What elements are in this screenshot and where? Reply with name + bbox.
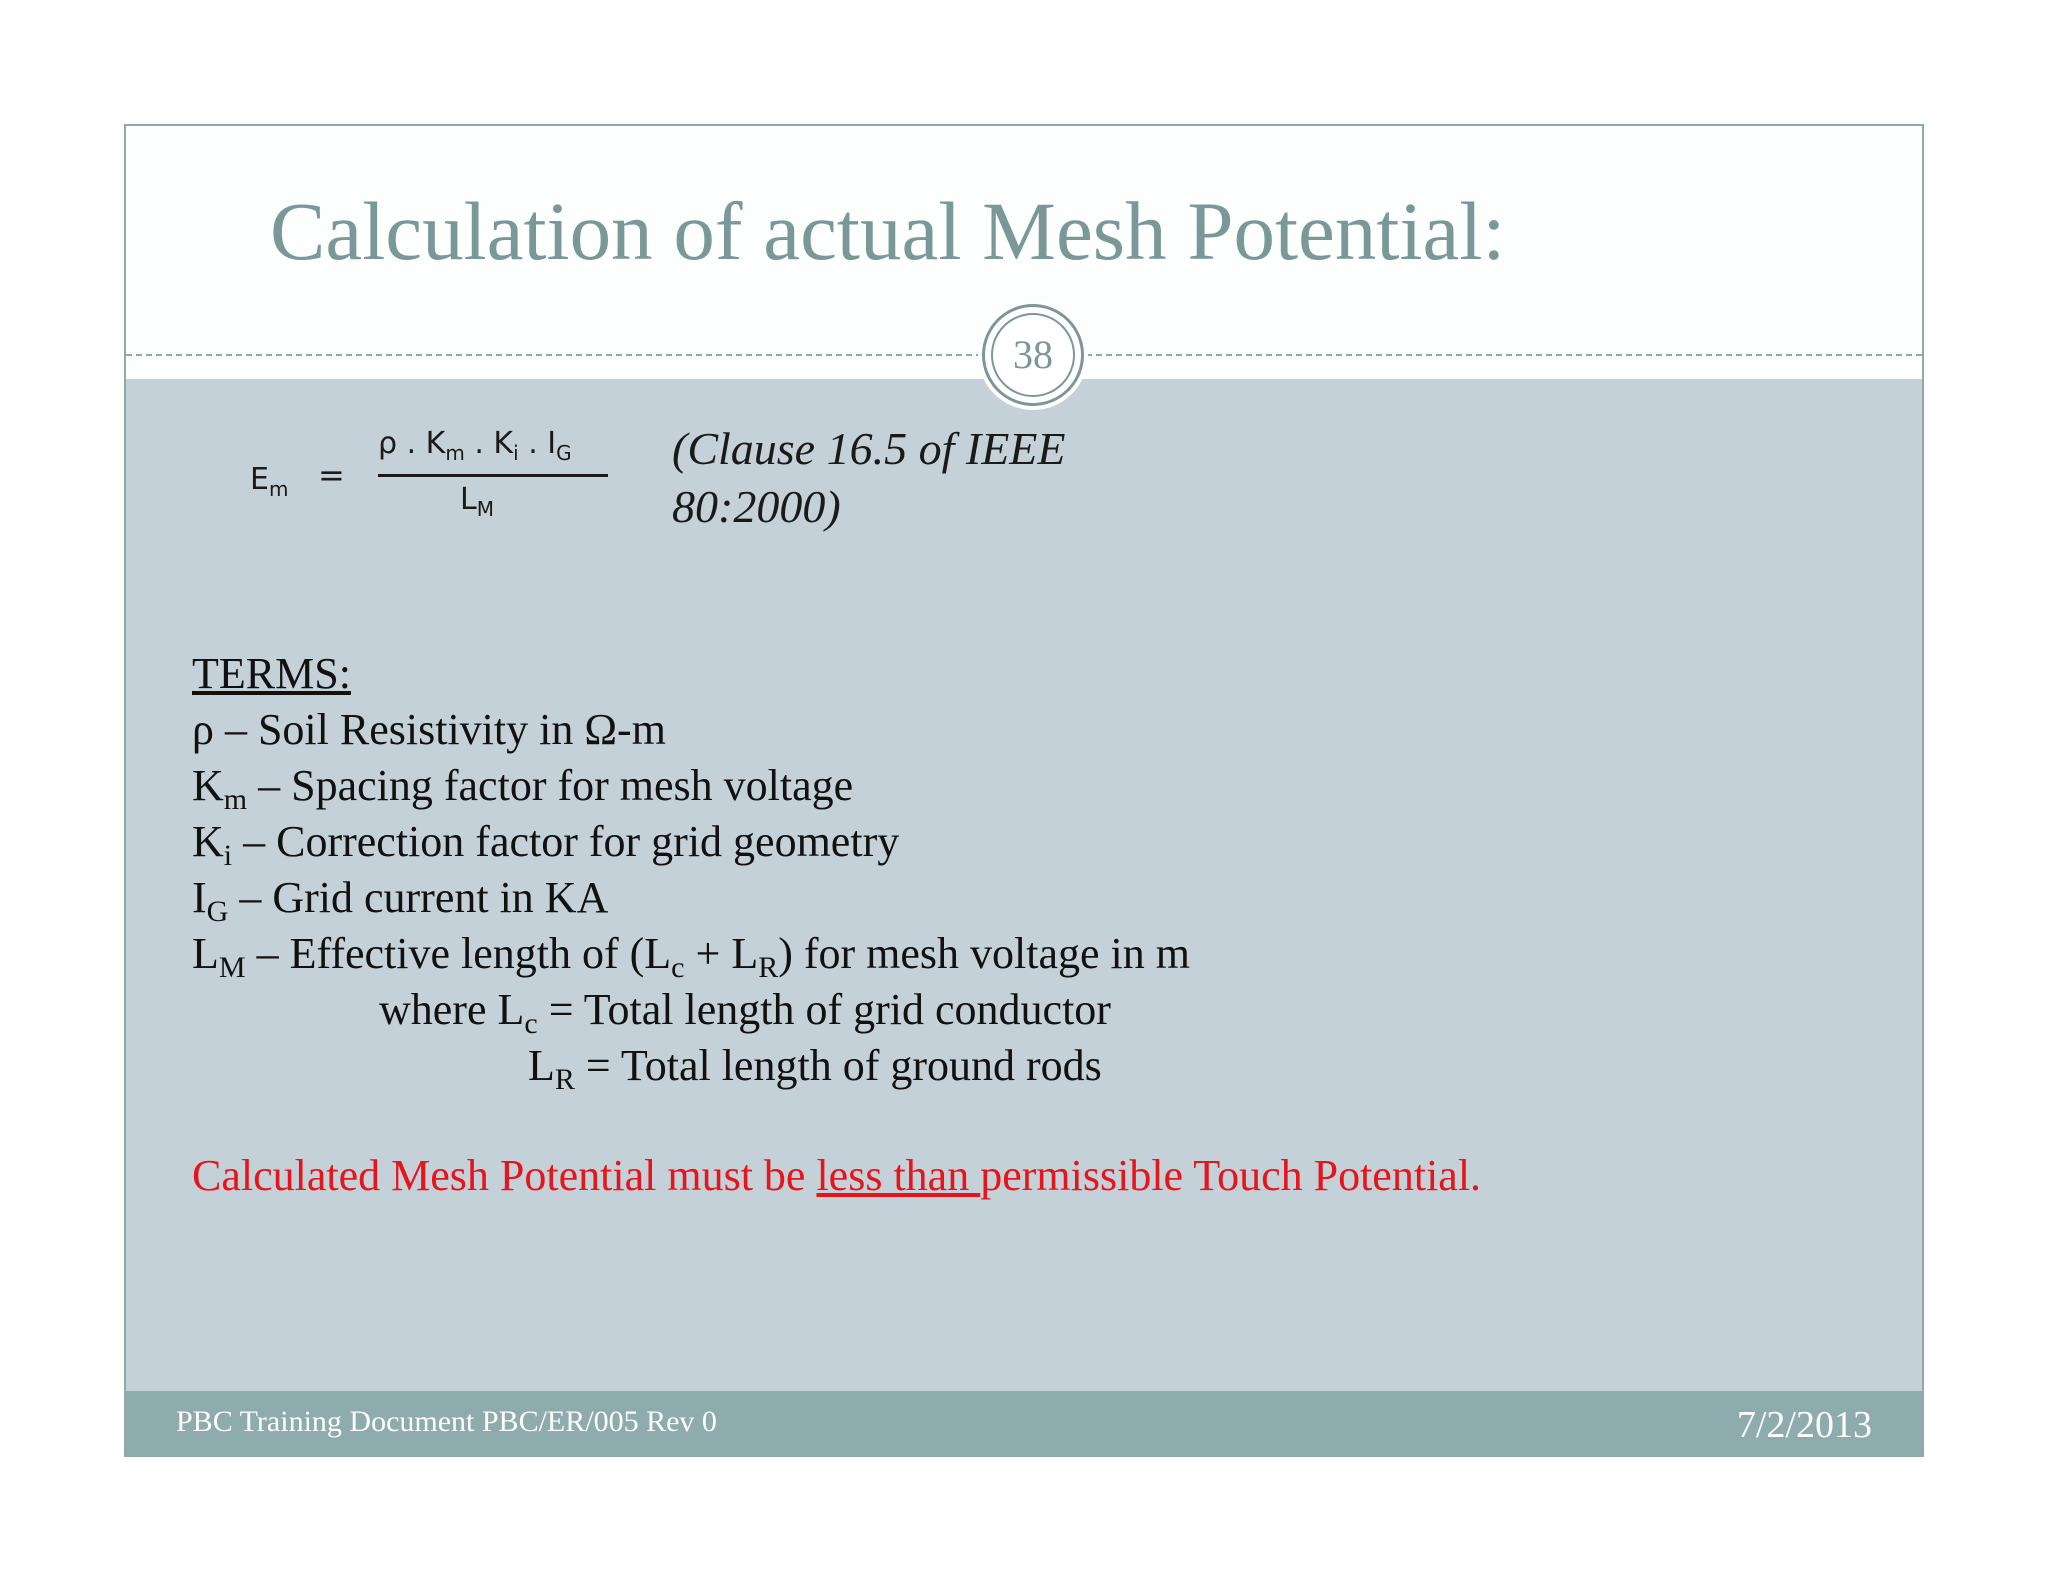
- term-ig: $I_G$ – Grid current in KA: [192, 873, 609, 928]
- term-km: $K_m$ – Spacing factor for mesh voltage: [192, 761, 854, 816]
- formula-numerator: ρ . $K_m$ . $K_i$ . $I_G$: [378, 426, 572, 465]
- mesh-potential-formula: [250, 426, 730, 546]
- requirement-note: Calculated Mesh Potential must be less than permissible Touch Potential.: [192, 1151, 1482, 1200]
- terms-heading: TERMS:: [192, 649, 351, 698]
- clause-reference: (Clause 16.5 of IEEE 80:2000): [672, 423, 1066, 532]
- term-rho: ρ – Soil Resistivity in Ω-m: [192, 705, 666, 754]
- footer-document-id: PBC Training Document PBC/ER/005 Rev 0: [176, 1405, 717, 1438]
- formula-equals: =: [318, 456, 345, 494]
- term-ki: $K_i$ – Correction factor for grid geometry: [192, 817, 900, 872]
- slide-number: 38: [991, 313, 1075, 397]
- fraction-bar: [378, 474, 608, 477]
- formula-lhs: $E_m$: [250, 462, 289, 501]
- slide-footer: [126, 1391, 1922, 1455]
- term-lm: $L_M$ – Effective length of $(L_c + L_R)$ for mesh voltage in m: [192, 929, 1191, 984]
- footer-date: 7/2/2013: [1736, 1404, 1872, 1446]
- terms-list: [192, 646, 1842, 1094]
- slide-title: Calculation of actual Mesh Potential:: [270, 185, 1506, 277]
- formula-denominator: $L_M$: [460, 482, 494, 521]
- term-lr: $L_R$ = Total length of ground rods: [528, 1041, 1102, 1096]
- note-emphasis: less than: [816, 1151, 981, 1200]
- slide: [124, 124, 1924, 1457]
- term-lc: where $L_c$ = Total length of grid conductor: [379, 985, 1111, 1040]
